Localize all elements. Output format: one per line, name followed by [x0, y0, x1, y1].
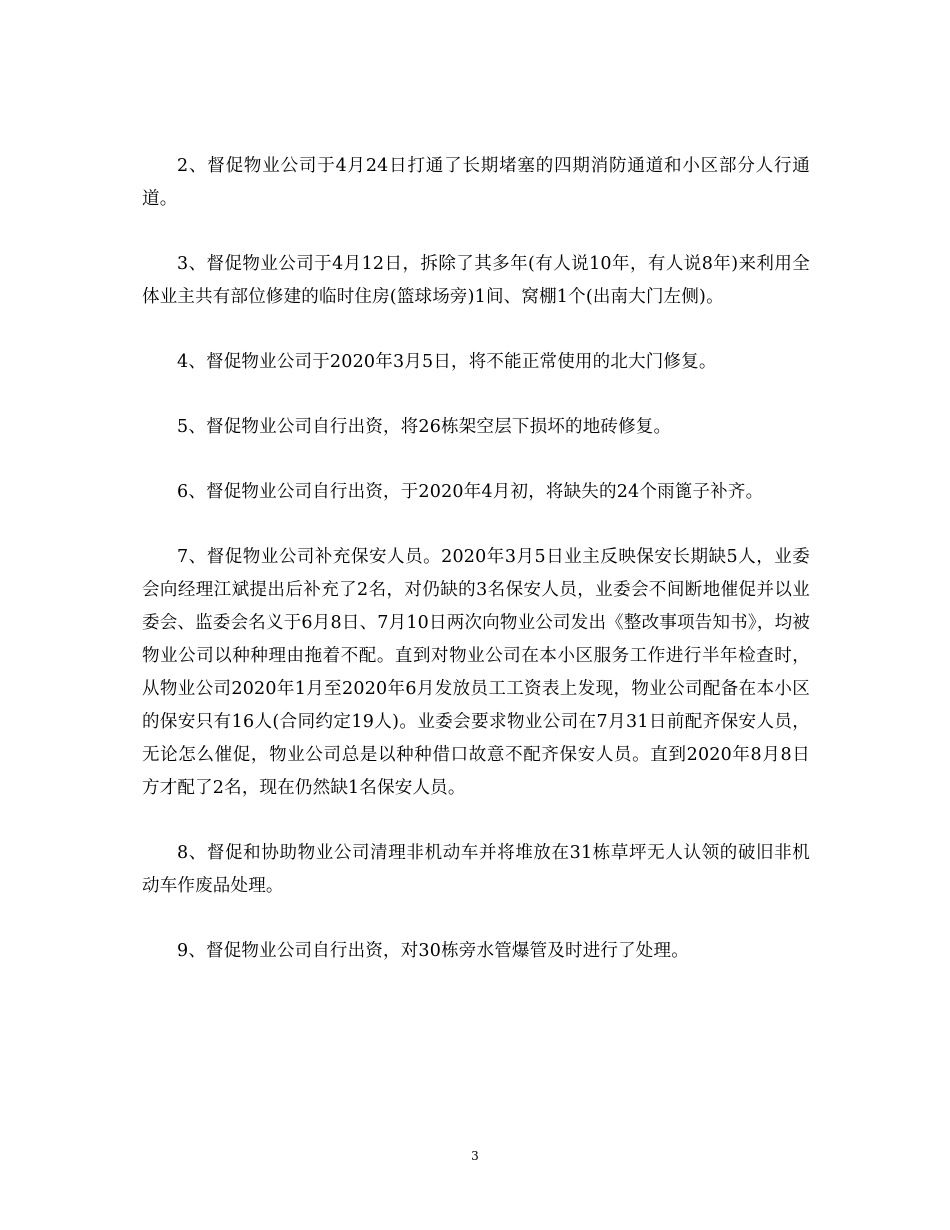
paragraph-item-6: 6、督促物业公司自行出资，于2020年4月初，将缺失的24个雨篦子补齐。	[177, 482, 764, 502]
paragraph-item-4: 4、督促物业公司于2020年3月5日，将不能正常使用的北大门修复。	[177, 352, 717, 372]
paragraph-item-5: 5、督促物业公司自行出资，将26栋架空层下损坏的地砖修复。	[177, 417, 672, 437]
page-number: 3	[471, 1149, 479, 1163]
paragraph-item-2: 2、督促物业公司于4月24日打通了长期堵塞的四期消防通道和小区部分人行通道。	[142, 156, 810, 209]
paragraph-item-7: 7、督促物业公司补充保安人员。2020年3月5日业主反映保安长期缺5人，业委会向经理江斌提出后补充了2名，对仍缺的3名保安人员，业委会不间断地催促并以业委会、监委会名义于6月8日、7月10日两次向物业公司发出《整改事项告知书》，均被物业公司以种种理由拖着不配。直到对物业公司在本小区服务工作进行半年检查时，从物业公司2020年1月至2020年6月发放员工工资表上发现，物业公司配备在本小区的保安只有16人(合同约定19人)。业委会要求物业公司在7月31日前配齐保安人员，无论怎么催促，物业公司总是以种种借口故意不配齐保安人员。直到2020年8月8日方才配了2名，现在仍然缺1名保安人员。	[142, 547, 810, 798]
paragraph-item-8: 8、督促和协助物业公司清理非机动车并将堆放在31栋草坪无人认领的破旧非机动车作废品处理。	[142, 843, 810, 896]
document-body	[142, 150, 810, 1000]
paragraph-item-3: 3、督促物业公司于4月12日，拆除了其多年(有人说10年，有人说8年)来利用全体业主共有部位修建的临时住房(篮球场旁)1间、窝棚1个(出南大门左侧)。	[142, 254, 810, 307]
paragraph-item-9: 9、督促物业公司自行出资，对30栋旁水管爆管及时进行了处理。	[177, 941, 689, 961]
